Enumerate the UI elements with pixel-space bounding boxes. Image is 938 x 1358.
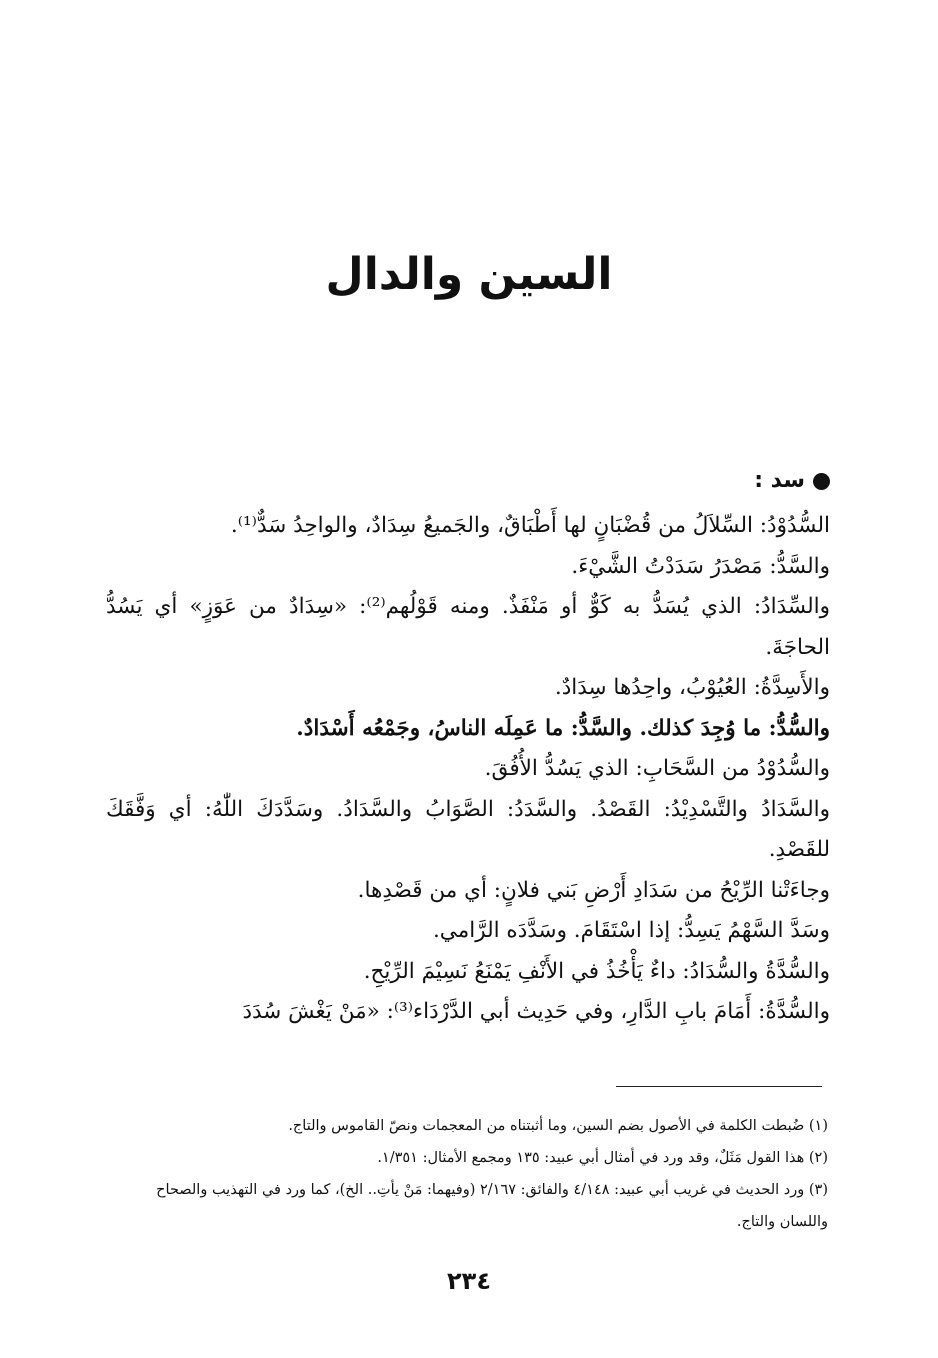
body-paragraph-1: السُّدُوْدُ: السِّلاَلُ من قُضْبَانٍ لها أَطْبَاقٌ، والجَميعُ سِدَادٌ، والواحِدُ سَدٌّ⁽¹⁾.	[230, 513, 830, 538]
body-paragraph-9: وسَدَّ السَّهْمُ يَسِدُّ: إذا اسْتَقَامَ. وسَدَّدَه الرَّامي.	[432, 918, 830, 943]
body-paragraph-4: والأَسِدَّةُ: العُيُوْبُ، واحِدُها سِدَادٌ.	[554, 675, 830, 700]
body-paragraph-5: والسُّدُّ: ما وُجِدَ كذلك. والسَّدُّ: ما عَمِلَه الناسُ، وجَمْعُه أَسْدَادٌ.	[296, 715, 830, 741]
body-paragraph-2: والسَّدُّ: مَصْدَرُ سَدَدْتُ الشَّيْءَ.	[571, 553, 830, 579]
body-paragraph-11: والسُّدَّةُ: أَمَامَ بابِ الدَّارِ، وفي حَدِيث أبي الدَّرْدَاء⁽³⁾: «مَنْ يَغْشَ سُدَدَ	[242, 999, 830, 1024]
body-paragraph-8: وجاءَتْنا الرِّيْحُ من سَدَادِ أَرْضِ بَني فلانٍ: أي من قَصْدِها.	[357, 877, 830, 903]
footnote-divider	[616, 1086, 822, 1087]
entry-heading-text: سد :	[754, 468, 805, 493]
footnote-3: (٣) ورد الحديث في غريب أبي عبيد: ٤/١٤٨ والفائق: ٢/١٦٧ (وفيهما: مَنْ يأتِ.. الخ)، كما ورد في التهذيب والصحاح واللسان والتاج.	[156, 1182, 828, 1230]
footnote-1: (١) ضُبطت الكلمة في الأصول بضم السين، وما أثبتناه من المعجمات ونصّ القاموس والتاج.	[288, 1118, 828, 1134]
bullet-dot-icon	[813, 473, 830, 490]
entry-heading	[530, 466, 830, 496]
page-number: ٢٣٤	[447, 1267, 491, 1295]
entry-body	[106, 506, 830, 1033]
body-paragraph-10: والسُّدَّةُ والسُّدَادُ: داءٌ يَأْخُذُ في الأَنْفِ يَمْنَعُ نَسِيْمَ الرِّيْحِ.	[363, 958, 830, 984]
footnotes	[106, 1110, 828, 1238]
body-paragraph-3: والسِّدَادُ: الذي يُسَدُّ به كَوٌّ أو مَنْفَذٌ. ومنه قَوْلُهم⁽²⁾: «سِدَادٌ من عَوَزٍ» أي يَسُدُّ الحاجَةَ.	[106, 594, 830, 660]
footnote-2: (٢) هذا القول مَثَلٌ، وقد ورد في أمثال أبي عبيد: ١٣٥ ومجمع الأمثال: ١/٣٥١.	[377, 1150, 828, 1166]
body-paragraph-6: والسُّدُوْدُ من السَّحَابِ: الذي يَسُدُّ الأُفُقَ.	[484, 756, 830, 781]
chapter-title: السين والدال	[325, 249, 613, 300]
body-paragraph-7: والسَّدَادُ والتَّسْدِيْدُ: القَصْدُ. والسَّدَدُ: الصَّوَابُ والسَّدَادُ. وسَدَّدَكَ اللّٰهُ: أي وَفَّقَكَ للقَصْدِ.	[106, 796, 830, 862]
